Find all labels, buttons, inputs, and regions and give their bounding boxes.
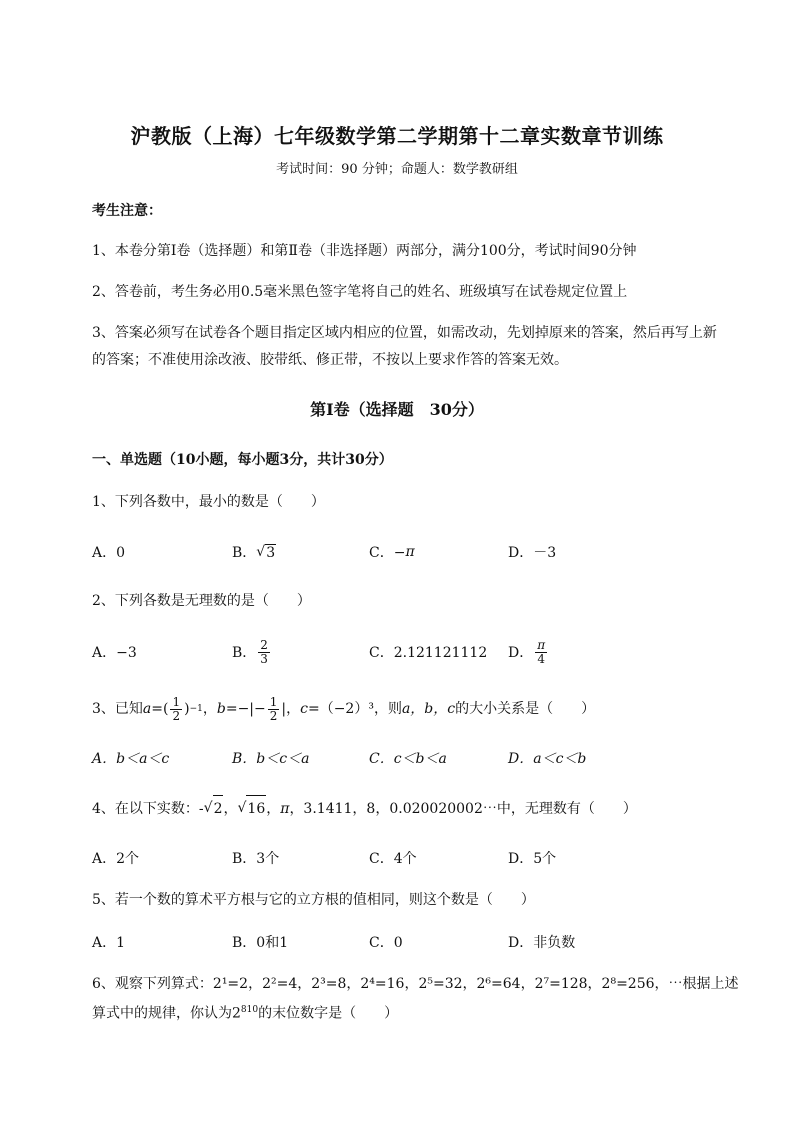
q2-option-b-label: B． — [232, 645, 257, 661]
q2-option-a[interactable]: A．−3 — [92, 645, 137, 661]
q4-sep-1: ， — [223, 800, 238, 817]
q2-option-d-denominator: 4 — [537, 651, 545, 666]
q4-pi: π — [280, 800, 290, 817]
q3-var-a: a — [142, 701, 152, 717]
q3-options — [92, 743, 732, 773]
q4-radicand-2: 16 — [246, 795, 266, 823]
q6-line-2-a: 算式中的规律，你认为2 — [92, 1005, 241, 1022]
q5-option-d[interactable]: D．非负数 — [508, 935, 576, 951]
notice-item-3-cont: 的答案；不准使用涂改液、胶带纸、修正带，不按以上要求作答的答案无效。 — [92, 352, 568, 368]
q2-option-c[interactable]: C．2.121121112 — [369, 645, 488, 661]
q3-fraction-2 — [268, 696, 280, 723]
q3-exponent: −1 — [189, 704, 203, 714]
q6-exponent: 810 — [240, 1005, 259, 1015]
part1-title: 第Ⅰ卷（选择题 30分） — [310, 400, 484, 419]
q3-fraction-2-den: 2 — [269, 709, 278, 723]
q2-option-d[interactable] — [508, 637, 549, 667]
q1-stem: 1、下列各数中，最小的数是（ ） — [92, 494, 325, 510]
notice-item-1: 1、本卷分第Ⅰ卷（选择题）和第Ⅱ卷（非选择题）两部分，满分100分，考试时间90分钟 — [92, 243, 637, 259]
q2-stem: 2、下列各数是无理数的是（ ） — [92, 593, 311, 609]
q5-options — [92, 927, 732, 957]
q2-options — [92, 637, 732, 667]
q1-option-b[interactable] — [232, 537, 276, 567]
q1-options — [92, 537, 732, 567]
q3-var-b: b — [216, 701, 226, 717]
q4-radicand-1: 2 — [213, 795, 224, 823]
q3-option-a[interactable]: A．b＜a＜c — [92, 751, 170, 767]
q1-option-a[interactable]: A．0 — [92, 545, 126, 561]
q2-option-d-label: D． — [508, 645, 534, 661]
q2-option-b-fraction — [258, 639, 270, 666]
q3-eq3: =（−2）³，则 — [307, 701, 402, 717]
q6-line-2 — [92, 997, 752, 1028]
q3-option-d[interactable]: D．a＜c＜b — [508, 751, 587, 767]
q4-sep-2: ， — [266, 800, 281, 817]
sqrt-symbol: √ 3 — [256, 543, 276, 561]
q5-option-c[interactable]: C．0 — [369, 935, 403, 951]
q3-eq2: =−|− — [225, 701, 266, 717]
q1-option-c-pi: π — [405, 544, 415, 560]
q1-option-b-label: B． — [232, 545, 257, 561]
q4-stem — [92, 795, 752, 823]
q2-option-b-denominator: 3 — [260, 651, 268, 666]
q2-option-d-fraction — [535, 639, 547, 666]
q3-var-c: c — [300, 701, 308, 717]
q3-fraction-2-num: 1 — [269, 695, 278, 709]
q3-fraction-1-den: 2 — [172, 709, 181, 723]
q4-tail: ，3.1411，8，0.020020002⋯中，无理数有（ ） — [289, 800, 637, 817]
q2-option-b-numerator: 2 — [260, 637, 268, 652]
exam-subtitle: 考试时间：90 分钟；命题人：数学教研组 — [276, 162, 518, 177]
q5-stem: 5、若一个数的算术平方根与它的立方根的值相同，则这个数是（ ） — [92, 892, 535, 908]
q5-option-b[interactable]: B．0和1 — [232, 935, 289, 951]
notice-heading: 考生注意： — [92, 203, 162, 219]
section-title: 一、单选题（10小题，每小题3分，共计30分） — [92, 452, 393, 468]
q4-prefix: 4、在以下实数：- — [92, 800, 204, 817]
q3-tail: 的大小关系是（ ） — [455, 701, 596, 717]
q3-eq2-end: |， — [281, 701, 301, 717]
q3-eq1: =( — [151, 701, 169, 717]
notice-item-2: 2、答卷前，考生务必用0.5毫米黑色签字笔将自己的姓名、班级填写在试卷规定位置上 — [92, 284, 628, 300]
q1-option-c-label: C．− — [369, 545, 406, 561]
q4-option-b[interactable]: B．3个 — [232, 851, 280, 867]
q4-option-d[interactable]: D．5个 — [508, 851, 557, 867]
q6-line-1: 6、观察下列算式：2¹=2，2²=4，2³=8，2⁴=16，2⁵=32，2⁶=64，2⁷=128，2⁸=256，⋯根据上述 — [92, 976, 739, 992]
q3-option-c[interactable]: C．c＜b＜a — [369, 751, 447, 767]
q4-options — [92, 843, 732, 873]
q3-vars: a，b，c — [401, 701, 456, 717]
q3-sep: ， — [202, 701, 217, 717]
q1-option-b-radicand: 3 — [266, 544, 276, 561]
q2-option-d-numerator: π — [537, 637, 546, 652]
sqrt-symbol: √ 16 — [237, 795, 266, 823]
q3-fraction-1 — [170, 696, 182, 723]
q3-stem: 3、已知 a =( $\frac{1}{2}$ ) −1 ， b =−|− $\frac{1}{2}$ |， c =（−2）³，则 a，b，c 的大小关系是（ ） — [92, 695, 596, 723]
sqrt-symbol: √ 2 — [204, 795, 224, 823]
q3-fraction-1-num: 1 — [172, 695, 181, 709]
q1-option-c[interactable] — [369, 537, 415, 567]
q5-option-a[interactable]: A．1 — [92, 935, 126, 951]
q4-option-a[interactable]: A．2个 — [92, 851, 140, 867]
q3-option-b[interactable]: B．b＜c＜a — [232, 751, 310, 767]
q2-option-b[interactable] — [232, 637, 272, 667]
q1-option-d[interactable]: D．－3 — [508, 545, 557, 561]
q3-prefix: 3、已知 — [92, 701, 143, 717]
q4-option-c[interactable]: C．4个 — [369, 851, 417, 867]
notice-item-3: 3、答案必须写在试卷各个题目指定区域内相应的位置，如需改动，先划掉原来的答案，然后再写上新 — [92, 325, 717, 341]
exam-title: 沪教版（上海）七年级数学第二学期第十二章实数章节训练 — [130, 124, 664, 148]
q6-line-2-b: 的末位数字是（ ） — [258, 1005, 399, 1022]
